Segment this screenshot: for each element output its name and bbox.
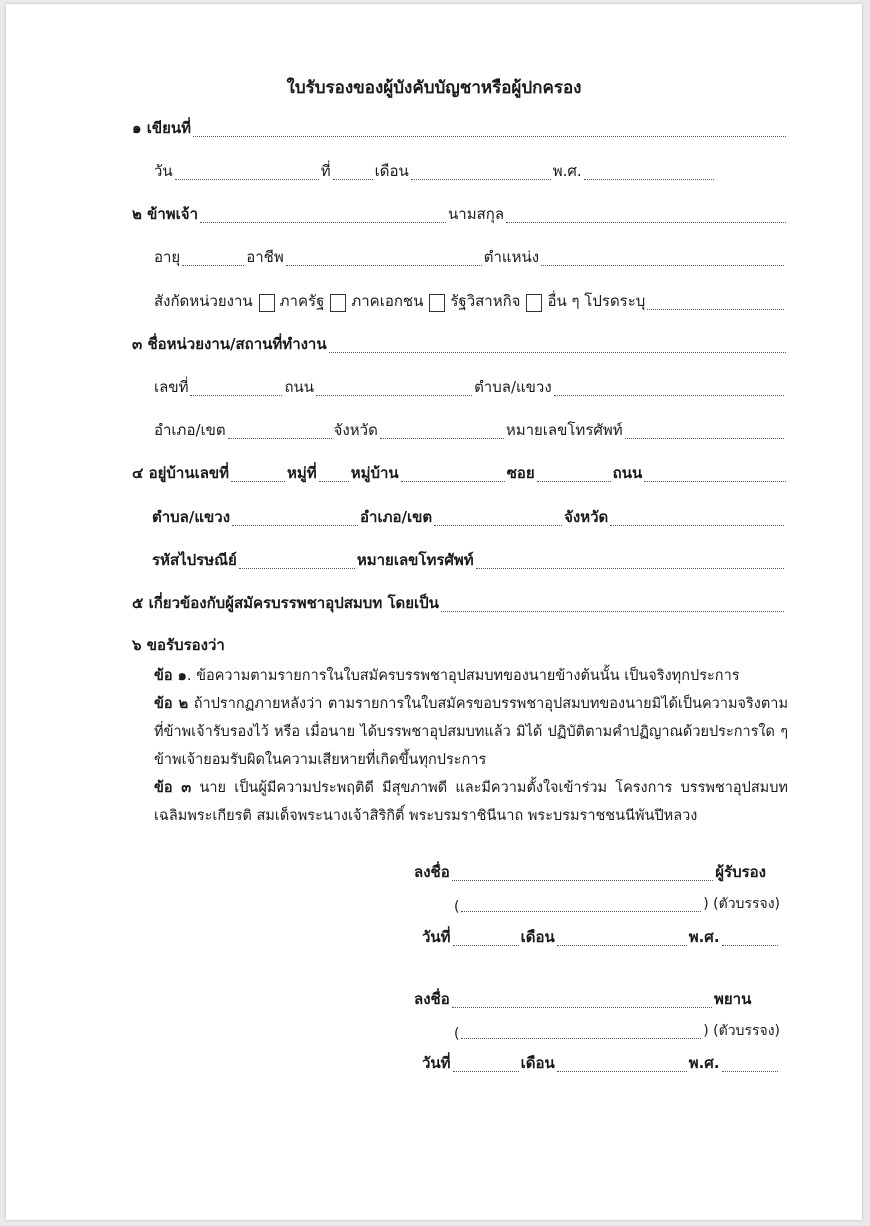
label-certifier-year: พ.ศ. [688,928,720,946]
field-other[interactable] [647,308,784,310]
row-home-postal [152,550,786,574]
label-written-at: ๑ เขียนที่ [132,119,192,137]
clause-3-label: ข้อ ๓ [154,780,192,796]
field-work-phone[interactable] [625,437,784,439]
label-witness-sign: ลงชื่อ [414,990,450,1008]
clause-3 [134,774,788,830]
label-work-phone: หมายเลขโทรศัพท์ [505,421,623,439]
clause-3-text: นาย เป็นผู้มีความประพฤติดี มีสุขภาพดี และมีความตั้งใจเข้าร่วม โครงการ บรรพชาอุปสมบทเฉลิมพระเกียรติ สมเด็จพระนางเจ้าสิริกิติ์ พระบรมราชินีนาถ พระบรมราชชนนีพันปีหลวง [154,780,788,824]
row-certifier-date [422,927,780,951]
field-work-no[interactable] [190,394,282,396]
checkbox-state-enterprise[interactable] [429,294,445,312]
field-home-province[interactable] [610,524,784,526]
field-position[interactable] [541,264,784,266]
row-home-address [132,463,788,487]
field-witness-year[interactable] [722,1070,778,1072]
certifier-print-name: ) (ตัวบรรจง) [703,896,780,912]
row-witness-sign [414,989,766,1013]
form-page [6,4,862,1220]
field-home-phone[interactable] [476,567,784,569]
label-i: ๒ ข้าพเจ้า [132,205,199,223]
label-certifier: ผู้รับรอง [715,863,766,881]
label-month: เดือน [374,162,409,180]
clause-1-text: . ข้อความตามรายการในใบสมัครบรรพชาอุปสมบทของนายข้างต้นนั้น เป็นจริงทุกประการ [186,668,740,684]
label-position: ตำแหน่ง [483,248,540,266]
field-work-district[interactable] [228,437,332,439]
label-witness: พยาน [714,990,752,1008]
row-written-at [132,118,788,142]
label-surname: นามสกุล [448,205,505,223]
field-certifier-name[interactable] [461,910,701,912]
label-home-phone: หมายเลขโทรศัพท์ [356,551,474,569]
label-work-district: อำเภอ/เขต [154,421,226,439]
row-workplace [132,334,788,358]
field-home-subdistrict[interactable] [232,524,358,526]
label-home-province: จังหวัด [564,508,609,526]
certifier-open-paren: ( [454,899,460,915]
label-home-subdistrict: ตำบล/แขวง [152,508,231,526]
field-year[interactable] [584,178,714,180]
checkbox-private[interactable] [330,294,346,312]
row-work-district [154,420,786,444]
label-soi: ซอย [506,464,535,482]
label-work-no: เลขที่ [154,378,189,396]
field-work-subdistrict[interactable] [554,394,784,396]
field-work-road[interactable] [316,394,472,396]
clause-2 [134,690,788,774]
field-witness-month[interactable] [557,1070,687,1072]
field-certifier-date[interactable] [453,944,519,946]
field-day[interactable] [175,178,319,180]
clause-1 [134,662,788,690]
label-private: ภาคเอกชน [351,292,424,310]
label-home-district: อำเภอ/เขต [360,508,433,526]
field-certifier-sign[interactable] [452,879,714,881]
field-month[interactable] [411,178,551,180]
label-certifier-month: เดือน [520,928,555,946]
clause-2-label: ข้อ ๒ [154,696,189,712]
row-certifier-sign [414,862,766,886]
row-witness-date [422,1053,780,1077]
row-witness-name [454,1020,780,1044]
field-witness-date[interactable] [453,1070,519,1072]
field-relation[interactable] [441,610,784,612]
label-date-no: ที่ [320,162,331,180]
field-surname[interactable] [506,221,786,223]
label-age: อายุ [154,248,181,266]
field-work-province[interactable] [380,437,504,439]
row-relation [132,593,786,617]
row-age-occupation [154,247,786,271]
label-road: ถนน [612,464,643,482]
label-relation: ๕ เกี่ยวข้องกับผู้สมัครบรรพชาอุปสมบท โดยเป็น [132,594,439,612]
field-house-no[interactable] [231,480,285,482]
row-certify-heading [132,635,432,659]
row-name [132,204,788,228]
field-workplace[interactable] [329,351,786,353]
label-house-no: ๔ อยู่บ้านเลขที่ [132,464,230,482]
label-certifier-sign: ลงชื่อ [414,863,450,881]
field-occupation[interactable] [286,264,482,266]
field-witness-name[interactable] [461,1037,701,1039]
label-postal: รหัสไปรษณีย์ [152,551,237,569]
field-written-at[interactable] [193,135,786,137]
witness-open-paren: ( [454,1026,460,1042]
label-village: หมู่บ้าน [350,464,399,482]
field-name[interactable] [200,221,446,223]
label-moo: หมู่ที่ [287,464,317,482]
checkbox-other[interactable] [526,294,542,312]
field-certifier-year[interactable] [722,944,778,946]
label-certifier-date: วันที่ [422,928,451,946]
field-certifier-month[interactable] [557,944,687,946]
clause-1-label: ข้อ ๑ [154,668,187,684]
label-year: พ.ศ. [552,162,582,180]
label-other: อื่น ๆ โปรดระบุ [547,292,646,310]
field-village[interactable] [401,480,505,482]
label-work-subdistrict: ตำบล/แขวง [474,378,552,396]
label-government: ภาครัฐ [279,292,325,310]
row-home-district [152,507,786,531]
field-moo[interactable] [319,480,349,482]
certify-heading: ๖ ขอรับรองว่า [132,636,225,654]
field-home-district[interactable] [434,524,562,526]
field-date-no[interactable] [333,178,373,180]
label-occupation: อาชีพ [246,248,284,266]
field-age[interactable] [182,264,244,266]
form-title: ใบรับรองของผู้บังคับบัญชาหรือผู้ปกครอง [286,78,582,98]
field-postal[interactable] [239,567,355,569]
clause-2-text: ถ้าปรากฏภายหลังว่า ตามรายการในใบสมัครขอบรรพชาอุปสมบทของนายมิได้เป็นความจริงตามที่ข้าพเจ้ารับรองไว้ หรือ เมื่อนาย ได้บรรพชาอุปสมบทแล้ว มิได้ ปฏิบัติตามคำปฏิญาณด้วยประการใด ๆ ข้าพเจ้ายอมรับผิดในความเสียหายที่เกิดขึ้นทุกประการ [154,696,788,768]
label-witness-date: วันที่ [422,1054,451,1072]
witness-print-name: ) (ตัวบรรจง) [703,1023,780,1039]
label-state-enterprise: รัฐวิสาหกิจ [450,292,521,310]
row-affiliation [154,291,786,315]
field-road[interactable] [644,480,786,482]
label-affiliation: สังกัดหน่วยงาน [154,292,253,310]
label-work-road: ถนน [284,378,315,396]
label-witness-year: พ.ศ. [688,1054,720,1072]
field-witness-sign[interactable] [452,1006,712,1008]
label-witness-month: เดือน [520,1054,555,1072]
field-soi[interactable] [537,480,611,482]
row-certifier-name [454,893,780,917]
label-workplace: ๓ ชื่อหน่วยงาน/สถานที่ทำงาน [132,335,327,353]
row-work-address [154,377,786,401]
row-date [154,161,716,185]
label-day: วัน [154,162,173,180]
checkbox-government[interactable] [259,294,275,312]
label-work-province: จังหวัด [333,421,378,439]
